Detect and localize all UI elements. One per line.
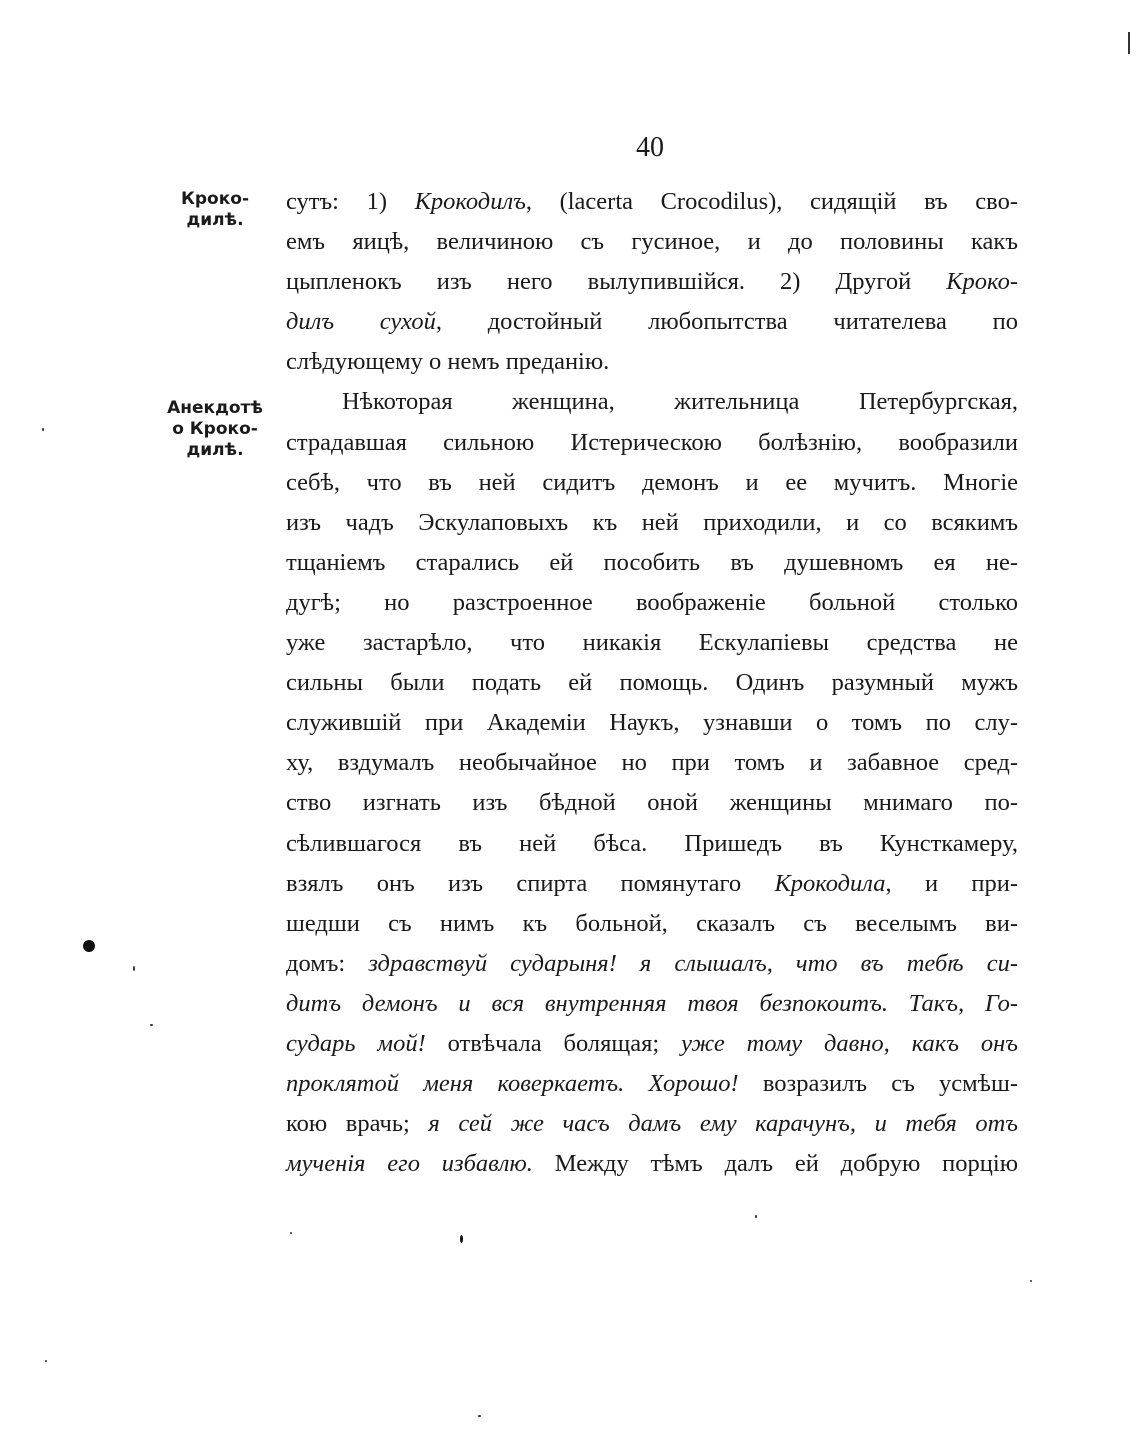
scan-speck: [1030, 1280, 1032, 1282]
text-span-italic: уже тому давно, какъ онъ: [681, 1029, 1018, 1057]
text-span-italic: здравствуй сударыня! я слышалъ, что въ тебѣ си-: [368, 949, 1018, 977]
margin-note-line: Кроко-: [180, 189, 250, 209]
text-line: тщаніемъ старались ей пособить въ душевномъ ея не-: [286, 548, 1018, 576]
margin-note-line: дилѣ.: [186, 440, 244, 460]
text-line: слѣдующему о немъ преданію.: [286, 348, 610, 376]
scan-speck: [42, 428, 44, 431]
scan-speck: [133, 966, 135, 971]
text-line: страдавшая сильною Истерическою болѣзнію, вообразили: [286, 428, 1018, 456]
text-span-italic: мученія его избавлю.: [286, 1150, 533, 1178]
text-span-italic: сударь мой!: [286, 1029, 426, 1057]
scan-speck: [755, 1215, 757, 1218]
text-line: Нѣкоторая женщина, жительница Петербургская,: [342, 388, 1018, 416]
text-line: изъ чадъ Эскулаповыхъ къ ней приходили, и со всякимъ: [286, 508, 1018, 536]
text-span: возразилъ съ усмѣш-: [738, 1070, 1019, 1098]
margin-note-line: дилѣ.: [186, 210, 244, 230]
text-line: [286, 1104, 1018, 1144]
margin-note-line: Анекдотѣ: [167, 398, 263, 418]
text-line: [286, 302, 1018, 342]
text-line: [286, 984, 1018, 1024]
text-line: сѣлившагося въ ней бѣса. Пришедъ въ Кунсткамеру,: [286, 829, 1018, 857]
text-line: [286, 1064, 1018, 1104]
scan-speck: [150, 1024, 153, 1026]
text-line: [286, 1024, 1018, 1064]
scan-speck: [83, 940, 95, 952]
text-line: ху, вздумалъ необычайное но при томъ и забавное сред-: [286, 749, 1018, 777]
margin-note-anecdote: [160, 398, 270, 461]
text-span-italic: Кроко-: [946, 268, 1018, 296]
text-span: , (lacerta Crocodilus), сидящій въ сво-: [525, 188, 1018, 215]
scan-speck: [290, 1232, 292, 1234]
margin-note-line: о Кроко-: [172, 419, 258, 439]
text-span: сутъ: 1): [286, 188, 415, 215]
text-span-italic: я сей же часъ дамъ ему карачунъ, и тебя отъ: [428, 1110, 1018, 1138]
text-line: уже застарѣло, что никакія Ескулапіевы средства не: [286, 629, 1018, 657]
text-span: цыпленокъ изъ него вылупившійся. 2) Другой: [286, 268, 947, 296]
text-span: отвѣчала болящая;: [425, 1029, 682, 1057]
text-line: [286, 864, 1018, 904]
text-span-italic: Крокодилъ: [414, 188, 526, 215]
text-span: Между тѣмъ далъ ей добрую порцію: [532, 1150, 1019, 1178]
margin-note-crocodile: [160, 189, 270, 231]
body-text: [286, 182, 1018, 1184]
scan-speck: [478, 1415, 481, 1417]
text-line: себѣ, что въ ней сидитъ демонъ и ее мучитъ. Многіе: [286, 468, 1018, 496]
text-span: взялъ онъ изъ спирта помянутаго: [286, 869, 775, 897]
text-span: кою врачь;: [286, 1110, 429, 1138]
text-line: [286, 262, 1018, 302]
text-span: домъ:: [286, 949, 369, 977]
text-line: [286, 1144, 1018, 1184]
text-line: ство изгнать изъ бѣдной оной женщины мнимаго по-: [286, 789, 1018, 817]
text-line: емъ яицѣ, величиною съ гусиное, и до половины какъ: [286, 228, 1018, 256]
scan-speck: [460, 1235, 463, 1243]
text-span-italic: дитъ демонъ и вся внутренняя твоя безпокоитъ. Такъ, Го-: [286, 989, 1018, 1017]
text-line: [286, 182, 1018, 222]
text-line: служившій при Академіи Наукъ, узнавши о томъ по слу-: [286, 709, 1018, 737]
text-span-italic: проклятой меня коверкаетъ. Хорошо!: [286, 1070, 739, 1098]
text-span: , и при-: [885, 869, 1018, 897]
scan-speck: [45, 1360, 47, 1362]
text-span: , достойный любопытства читателева по: [435, 308, 1018, 336]
text-line: шедши съ нимъ къ больной, сказалъ съ веселымъ ви-: [286, 909, 1018, 937]
text-line: [286, 944, 1018, 984]
text-line: сильны были подать ей помощь. Одинъ разумный мужъ: [286, 669, 1018, 697]
text-span-italic: дилъ сухой: [286, 308, 436, 336]
page-number: 40: [636, 132, 664, 163]
scan-speck: [1128, 32, 1130, 54]
text-line: дугѣ; но разстроенное воображеніе больной столько: [286, 588, 1018, 616]
text-span-italic: Крокодила: [774, 869, 886, 897]
